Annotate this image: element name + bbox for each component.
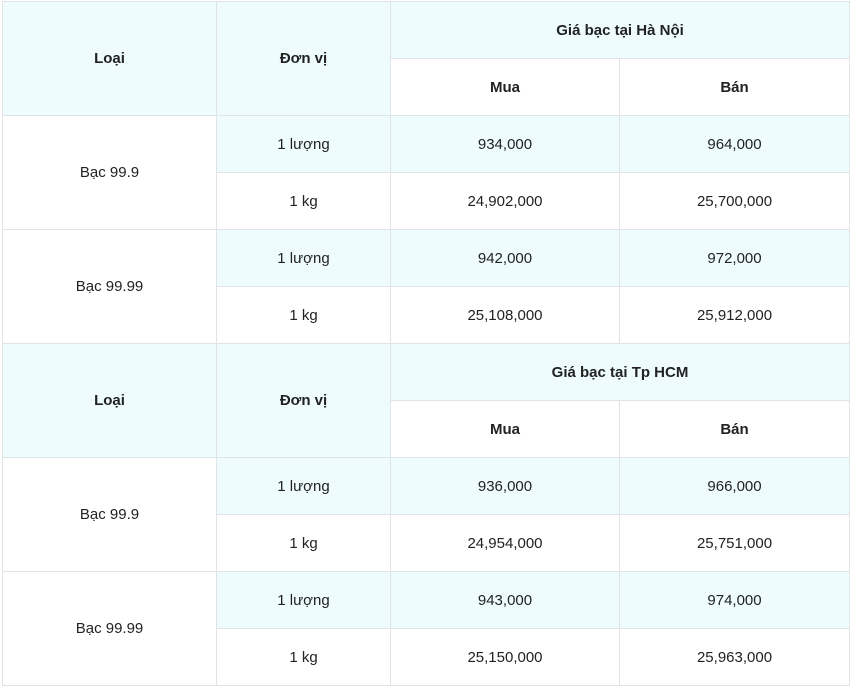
- city-header: Giá bạc tại Tp HCM: [391, 344, 850, 401]
- buy-price-cell: 25,150,000: [391, 629, 620, 686]
- buy-price-cell: 936,000: [391, 458, 620, 515]
- unit-cell: 1 kg: [217, 629, 391, 686]
- table-row: [3, 572, 850, 629]
- buy-header: Mua: [391, 59, 620, 116]
- buy-price-cell: 25,108,000: [391, 287, 620, 344]
- unit-cell: 1 lượng: [217, 230, 391, 287]
- unit-cell: 1 lượng: [217, 458, 391, 515]
- sell-price-cell: 966,000: [620, 458, 850, 515]
- unit-cell: 1 kg: [217, 173, 391, 230]
- buy-price-cell: 943,000: [391, 572, 620, 629]
- unit-header: Đơn vị: [217, 344, 391, 458]
- buy-price-cell: 942,000: [391, 230, 620, 287]
- type-cell: Bạc 99.99: [3, 230, 217, 344]
- sell-price-cell: 25,751,000: [620, 515, 850, 572]
- city-header: Giá bạc tại Hà Nội: [391, 2, 850, 59]
- silver-price-table: [2, 1, 850, 686]
- unit-cell: 1 lượng: [217, 572, 391, 629]
- sell-header: Bán: [620, 401, 850, 458]
- type-cell: Bạc 99.9: [3, 116, 217, 230]
- buy-price-cell: 24,902,000: [391, 173, 620, 230]
- sell-price-cell: 25,700,000: [620, 173, 850, 230]
- sell-price-cell: 974,000: [620, 572, 850, 629]
- unit-cell: 1 kg: [217, 515, 391, 572]
- buy-price-cell: 934,000: [391, 116, 620, 173]
- sell-price-cell: 25,912,000: [620, 287, 850, 344]
- unit-cell: 1 kg: [217, 287, 391, 344]
- type-header: Loại: [3, 2, 217, 116]
- unit-header: Đơn vị: [217, 2, 391, 116]
- type-cell: Bạc 99.9: [3, 458, 217, 572]
- type-header: Loại: [3, 344, 217, 458]
- sell-price-cell: 964,000: [620, 116, 850, 173]
- sell-header: Bán: [620, 59, 850, 116]
- sell-price-cell: 972,000: [620, 230, 850, 287]
- unit-cell: 1 lượng: [217, 116, 391, 173]
- header-row: [3, 344, 850, 401]
- type-cell: Bạc 99.99: [3, 572, 217, 686]
- buy-header: Mua: [391, 401, 620, 458]
- sell-price-cell: 25,963,000: [620, 629, 850, 686]
- table-row: [3, 116, 850, 173]
- table-row: [3, 230, 850, 287]
- header-row: [3, 2, 850, 59]
- table-row: [3, 458, 850, 515]
- buy-price-cell: 24,954,000: [391, 515, 620, 572]
